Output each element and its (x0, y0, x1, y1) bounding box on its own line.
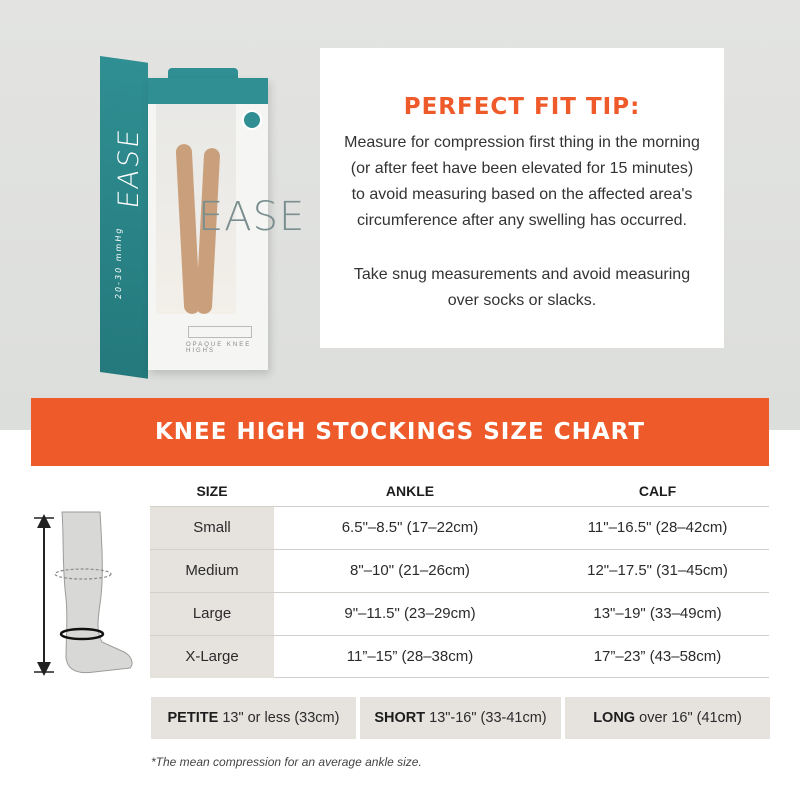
header-calf: CALF (638, 483, 677, 499)
stocking-leg-icon (62, 512, 132, 673)
size-cell: Small (150, 507, 274, 549)
fit-tip-paragraph-1: Measure for compression first thing in the morning (or after feet have been elevated for 15 minutes) to avoid measuring based on the affected area's circumference after any swelling has occurred. (344, 134, 700, 229)
product-box-image (96, 50, 306, 380)
leg-measure-diagram (28, 508, 148, 684)
calf-cell: 11"–16.5" (28–42cm) (587, 519, 728, 536)
table-row (150, 506, 769, 549)
size-cell: Medium (150, 550, 274, 592)
size-cell: Large (150, 593, 274, 635)
ankle-cell: 9"–11.5" (23–29cm) (344, 605, 476, 622)
box-front-panel (148, 78, 306, 370)
length-long-label: LONG (593, 710, 636, 726)
fit-tip-paragraph-2: Take snug measurements and avoid measuring over socks or slacks. (353, 266, 691, 309)
calf-cell: 12"–17.5" (31–45cm) (587, 562, 728, 579)
box-brand-vertical: EASE (112, 125, 145, 211)
size-cell: X-Large (150, 636, 274, 678)
table-row (150, 592, 769, 635)
length-long (565, 697, 770, 739)
calf-cell: 17”–23” (43–58cm) (593, 648, 722, 665)
length-petite-label: PETITE (167, 710, 219, 726)
height-arrow-icon (34, 514, 54, 676)
box-side-panel (100, 56, 148, 379)
length-petite (151, 697, 356, 739)
header-size: SIZE (196, 483, 228, 499)
table-row (150, 549, 769, 592)
box-label-area (188, 326, 252, 338)
box-brand-front: EASE (198, 194, 306, 240)
box-compression-label: 20-30 mmHg (114, 225, 123, 300)
table-row (150, 635, 769, 678)
length-petite-value: 13" or less (33cm) (222, 710, 340, 726)
length-short-label: SHORT (374, 710, 426, 726)
badge-icon (242, 110, 262, 130)
ankle-cell: 11”–15” (28–38cm) (346, 648, 474, 665)
calf-cell: 13"–19" (33–49cm) (593, 605, 722, 622)
size-chart-banner: KNEE HIGH STOCKINGS SIZE CHART (31, 398, 769, 466)
length-long-value: over 16" (41cm) (639, 710, 742, 726)
header-ankle: ANKLE (385, 483, 435, 499)
fit-tip-title: PERFECT FIT TIP: (403, 94, 641, 120)
footnote: *The mean compression for an average ankle size. (151, 755, 422, 769)
ankle-cell: 6.5"–8.5" (17–22cm) (341, 519, 479, 536)
fit-tip-card (320, 48, 724, 348)
ankle-cell: 8"–10" (21–26cm) (350, 562, 470, 579)
length-short-value: 13"-16" (33-41cm) (429, 710, 547, 726)
box-front-caption: OPAQUE KNEE HIGHS (186, 342, 252, 354)
length-short (360, 697, 561, 739)
